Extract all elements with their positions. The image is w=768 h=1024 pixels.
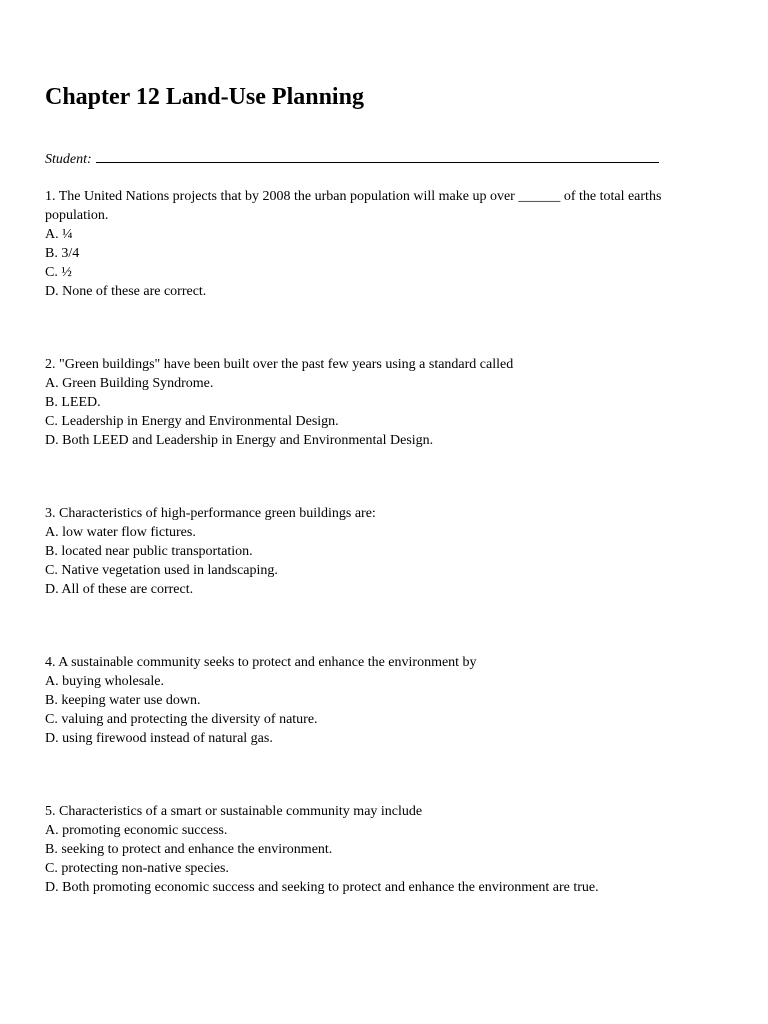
answer-option-c: C. valuing and protecting the diversity of nature. [45,712,318,727]
answer-option-c: C. ½ [45,265,72,280]
answer-option-b: B. keeping water use down. [45,693,201,708]
answer-option-a: A. buying wholesale. [45,674,164,689]
student-name-line [45,148,659,169]
answer-option-a: A. low water flow fictures. [45,525,196,540]
answer-option-d: D. Both promoting economic success and seeking to protect and enhance the environment are true. [45,880,599,895]
answer-options [45,672,717,748]
page-title: Chapter 12 Land-Use Planning [45,84,364,110]
answer-options [45,225,717,301]
answer-options [45,523,717,599]
answer-option-b: B. LEED. [45,395,101,410]
question-stem: 3. Characteristics of high-performance green buildings are: [45,506,376,521]
question-4 [45,653,717,748]
answer-option-b: B. located near public transportation. [45,544,253,559]
answer-option-c: C. Native vegetation used in landscaping. [45,563,278,578]
answer-option-a: A. Green Building Syndrome. [45,376,214,391]
answer-options [45,374,717,450]
question-stem: 1. The United Nations projects that by 2008 the urban population will make up over ______ of the total earths population. [45,189,662,223]
answer-option-c: C. protecting non-native species. [45,861,229,876]
question-stem: 2. "Green buildings" have been built over the past few years using a standard called [45,357,514,372]
answer-option-d: D. None of these are correct. [45,284,207,299]
answer-option-a: A. promoting economic success. [45,823,228,838]
answer-option-c: C. Leadership in Energy and Environmental Design. [45,414,339,429]
answer-option-d: D. All of these are correct. [45,582,194,597]
answer-option-d: D. using firewood instead of natural gas. [45,731,273,746]
answer-option-a: A. ¼ [45,227,73,242]
answer-option-b: B. 3/4 [45,246,80,261]
question-stem: 5. Characteristics of a smart or sustainable community may include [45,804,423,819]
question-stem: 4. A sustainable community seeks to protect and enhance the environment by [45,655,477,670]
student-name-blank[interactable] [96,148,659,163]
question-2 [45,355,717,450]
question-5 [45,802,717,897]
answer-options [45,821,717,897]
answer-option-b: B. seeking to protect and enhance the environment. [45,842,333,857]
question-3 [45,504,717,599]
student-label: Student: [45,152,92,167]
question-1 [45,187,717,301]
answer-option-d: D. Both LEED and Leadership in Energy and Environmental Design. [45,433,434,448]
